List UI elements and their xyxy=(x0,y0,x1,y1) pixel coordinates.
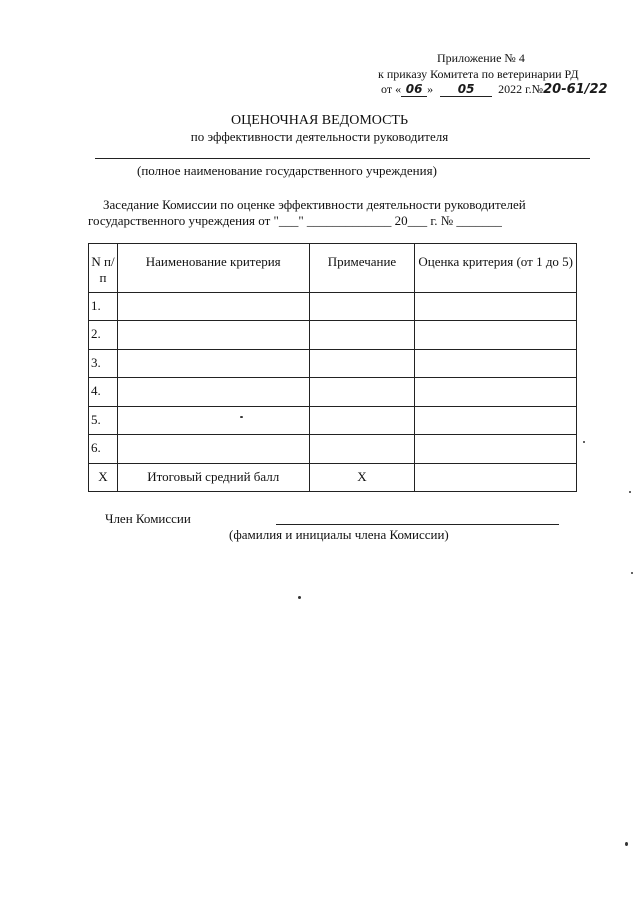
scan-speck xyxy=(625,842,628,846)
table-row xyxy=(89,350,577,378)
scan-speck xyxy=(583,441,585,443)
row-criterion xyxy=(117,350,309,378)
row-note xyxy=(309,350,415,378)
signature-line xyxy=(276,524,559,525)
table-total-row xyxy=(89,464,577,492)
date-year: 2022 г.№ xyxy=(498,82,544,96)
table-row xyxy=(89,378,577,407)
row-criterion xyxy=(117,435,309,464)
total-number: X xyxy=(89,464,118,492)
row-note xyxy=(309,293,415,321)
row-number: 6. xyxy=(89,435,118,464)
date-prefix: от « xyxy=(381,82,402,96)
row-score xyxy=(415,378,577,407)
order-day: 06 xyxy=(401,83,427,97)
row-criterion xyxy=(117,321,309,350)
signature-caption: (фамилия и инициалы члена Комиссии) xyxy=(229,527,449,542)
row-number: 1. xyxy=(89,293,118,321)
order-month: 05 xyxy=(440,83,492,97)
total-note: X xyxy=(309,464,415,492)
row-criterion xyxy=(117,378,309,407)
total-score xyxy=(415,464,577,492)
document-subtitle: по эффективности деятельности руководителя xyxy=(190,129,449,144)
row-score xyxy=(415,321,577,350)
row-criterion xyxy=(117,407,309,435)
row-note xyxy=(309,407,415,435)
order-date-line xyxy=(381,81,608,98)
row-number: 4. xyxy=(89,378,118,407)
scan-speck xyxy=(240,416,243,418)
row-score xyxy=(415,435,577,464)
scan-speck xyxy=(631,572,633,574)
signature-label: Член Комиссии xyxy=(105,511,191,526)
meeting-line-2: государственного учреждения от "___" _____________ 20___ г. № _______ xyxy=(88,213,502,228)
row-criterion xyxy=(117,293,309,321)
row-note xyxy=(309,321,415,350)
date-mid: » xyxy=(427,82,434,96)
document-title: ОЦЕНОЧНАЯ ВЕДОМОСТЬ xyxy=(230,113,408,128)
table-row xyxy=(89,407,577,435)
institution-caption: (полное наименование государственного учреждения) xyxy=(137,163,437,178)
meeting-line-1: Заседание Комиссии по оценке эффективности деятельности руководителей xyxy=(103,197,526,212)
row-score xyxy=(415,293,577,321)
table-row xyxy=(89,435,577,464)
header-criterion: Наименование критерия xyxy=(117,244,309,293)
scan-speck xyxy=(629,491,631,493)
row-score xyxy=(415,407,577,435)
row-number: 2. xyxy=(89,321,118,350)
row-note xyxy=(309,378,415,407)
row-number: 3. xyxy=(89,350,118,378)
row-score xyxy=(415,350,577,378)
header-number: N п/п xyxy=(89,244,118,293)
header-score: Оценка критерия (от 1 до 5) xyxy=(415,244,577,293)
table-header-row xyxy=(89,244,577,293)
total-label: Итоговый средний балл xyxy=(117,464,309,492)
order-number: 20-61/22 xyxy=(543,82,608,97)
criteria-table xyxy=(88,243,577,492)
scan-speck xyxy=(298,596,301,599)
table-row xyxy=(89,321,577,350)
order-reference: к приказу Комитета по ветеринарии РД xyxy=(378,67,579,81)
institution-line xyxy=(95,158,590,159)
table-row xyxy=(89,293,577,321)
row-number: 5. xyxy=(89,407,118,435)
header-note: Примечание xyxy=(309,244,415,293)
appendix-label: Приложение № 4 xyxy=(437,51,525,65)
row-note xyxy=(309,435,415,464)
